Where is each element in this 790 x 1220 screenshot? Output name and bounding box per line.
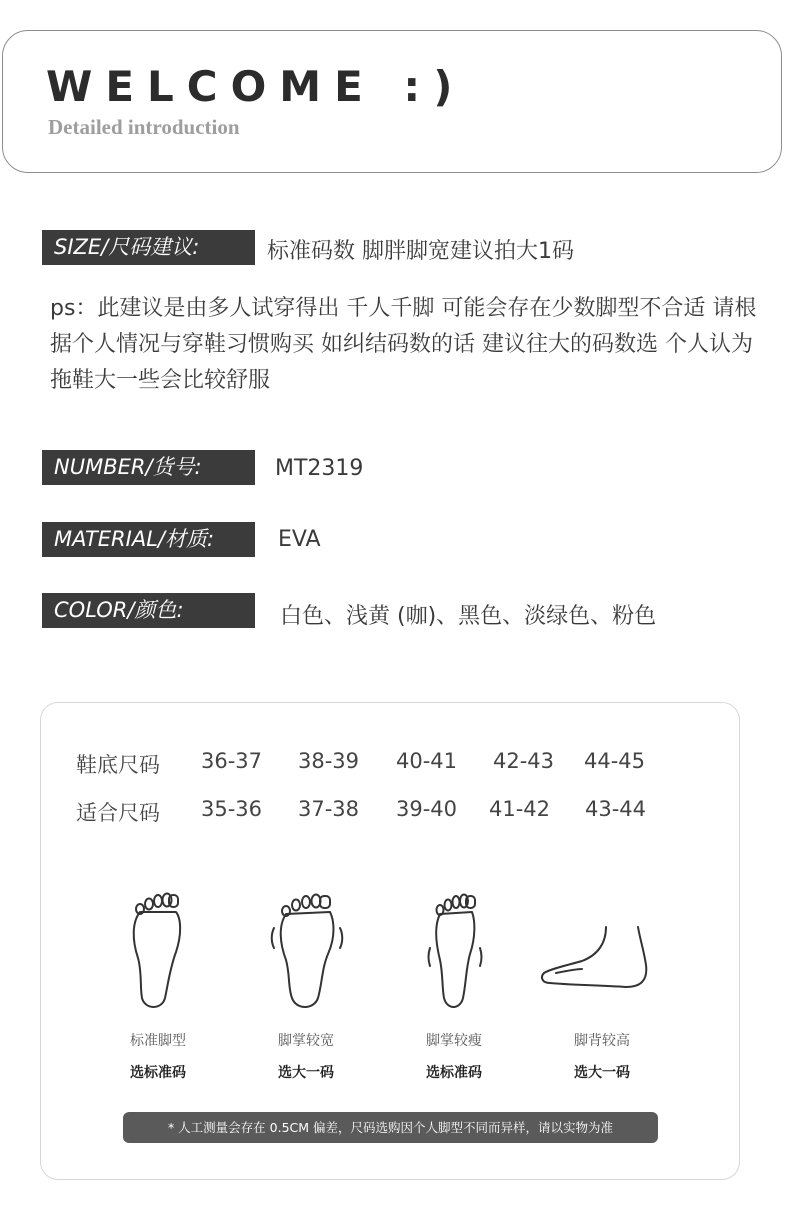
size-value: 标准码数 脚胖脚宽建议拍大1码 bbox=[267, 239, 574, 264]
material-value: EVA bbox=[278, 527, 321, 552]
number-label: NUMBER/货号: bbox=[42, 450, 255, 485]
wide-foot-icon bbox=[268, 888, 348, 1013]
foot-type-caption: 脚背较高 bbox=[574, 1033, 630, 1049]
size-cell: 44-45 bbox=[584, 749, 646, 773]
foot-type-advice: 选标准码 bbox=[426, 1065, 482, 1081]
measurement-note: * 人工测量会存在 0.5CM 偏差，尺码选购因个人脚型不同而异样，请以实物为准 bbox=[123, 1112, 658, 1143]
size-cell: 41-42 bbox=[489, 797, 551, 821]
size-cell: 36-37 bbox=[201, 749, 263, 773]
foot-type-caption: 脚掌较瘦 bbox=[426, 1033, 482, 1049]
size-label: SIZE/尺码建议: bbox=[42, 230, 255, 265]
size-row-label: 适合尺码 bbox=[76, 801, 160, 825]
number-value: MT2319 bbox=[275, 456, 364, 481]
size-cell: 40-41 bbox=[396, 749, 458, 773]
thin-foot-icon bbox=[418, 888, 498, 1013]
color-value: 白色、浅黄 (咖)、黑色、淡绿色、粉色 bbox=[280, 604, 657, 629]
standard-foot-icon bbox=[118, 888, 198, 1013]
high-instep-foot-icon bbox=[536, 905, 656, 995]
welcome-title: WELCOME :) bbox=[46, 62, 466, 111]
size-cell: 42-43 bbox=[493, 749, 555, 773]
material-label: MATERIAL/材质: bbox=[42, 522, 255, 557]
size-cell: 38-39 bbox=[298, 749, 360, 773]
foot-type-advice: 选大一码 bbox=[574, 1065, 630, 1081]
size-cell: 37-38 bbox=[298, 797, 360, 821]
color-label: COLOR/颜色: bbox=[42, 593, 255, 628]
welcome-subtitle: Detailed introduction bbox=[48, 115, 240, 139]
size-note-text: ps：此建议是由多人试穿得出 千人千脚 可能会存在少数脚型不合适 请根据个人情况与穿鞋习惯购买 如纠结码数的话 建议往大的码数选 个人认为拖鞋大一些会比较舒服 bbox=[50, 296, 757, 393]
foot-type-advice: 选标准码 bbox=[130, 1065, 186, 1081]
foot-type-caption: 标准脚型 bbox=[130, 1033, 186, 1049]
foot-type-advice: 选大一码 bbox=[278, 1065, 334, 1081]
foot-type-caption: 脚掌较宽 bbox=[278, 1033, 334, 1049]
size-cell: 43-44 bbox=[585, 797, 647, 821]
size-row-label: 鞋底尺码 bbox=[76, 753, 160, 777]
size-cell: 39-40 bbox=[396, 797, 458, 821]
size-cell: 35-36 bbox=[201, 797, 263, 821]
